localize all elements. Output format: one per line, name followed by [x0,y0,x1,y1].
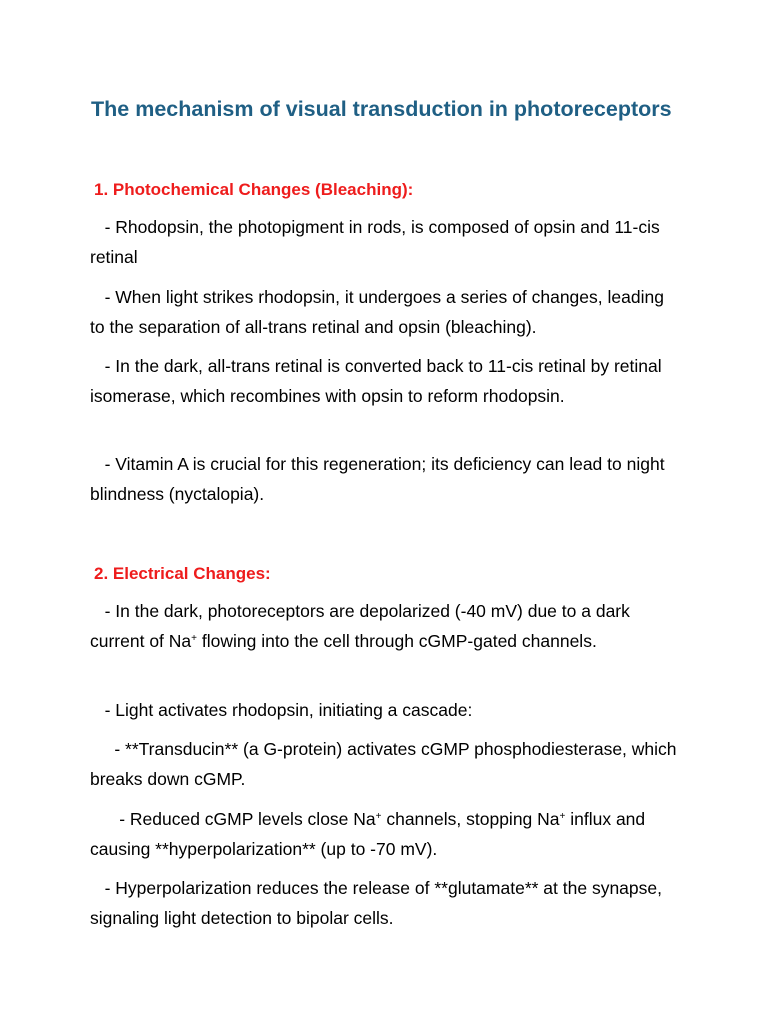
paragraph-hyperpolarization [90,805,680,864]
superscript-plus: + [559,811,566,822]
section-heading-electrical: 2. Electrical Changes: [94,564,271,583]
paragraph-glutamate: - Hyperpolarization reduces the release of **glutamate** at the synapse, signaling light detection to bipolar cells. [90,878,667,928]
paragraph-vitamin-a: - Vitamin A is crucial for this regeneration; its deficiency can lead to night blindness (nyctalopia). [90,454,670,504]
superscript-plus: + [375,811,382,822]
paragraph-cascade: - Light activates rhodopsin, initiating a cascade: [90,700,473,720]
section-heading-photochemical: 1. Photochemical Changes (Bleaching): [94,180,414,199]
paragraph-rhodopsin: - Rhodopsin, the photopigment in rods, is composed of opsin and 11-cis retinal [90,217,665,267]
paragraph-dark-regeneration: - In the dark, all-trans retinal is converted back to 11-cis retinal by retinal isomerase, which recombines with opsin to reform rhodopsin. [90,356,667,406]
text-segment: flowing into the cell through cGMP-gated channels. [197,630,597,651]
text-segment: channels, stopping Na [381,809,560,829]
text-segment: - Reduced cGMP levels close Na [90,809,376,829]
text-segment: - In the dark, photoreceptors are depolarized (-40 mV) due to a dark current of Na [90,601,635,651]
text-segment: influx and causing **hyperpolarization** (up to -70 mV). [90,809,651,859]
superscript-plus: + [191,632,197,644]
paragraph-dark-current [90,597,680,656]
paragraph-transducin: - **Transducin** (a G-protein) activates cGMP phosphodiesterase, which breaks down cGMP. [90,739,682,789]
paragraph-light-strikes: - When light strikes rhodopsin, it undergoes a series of changes, leading to the separation of all-trans retinal and opsin (bleaching). [90,287,669,337]
document-title: The mechanism of visual transduction in photoreceptors [91,97,672,121]
